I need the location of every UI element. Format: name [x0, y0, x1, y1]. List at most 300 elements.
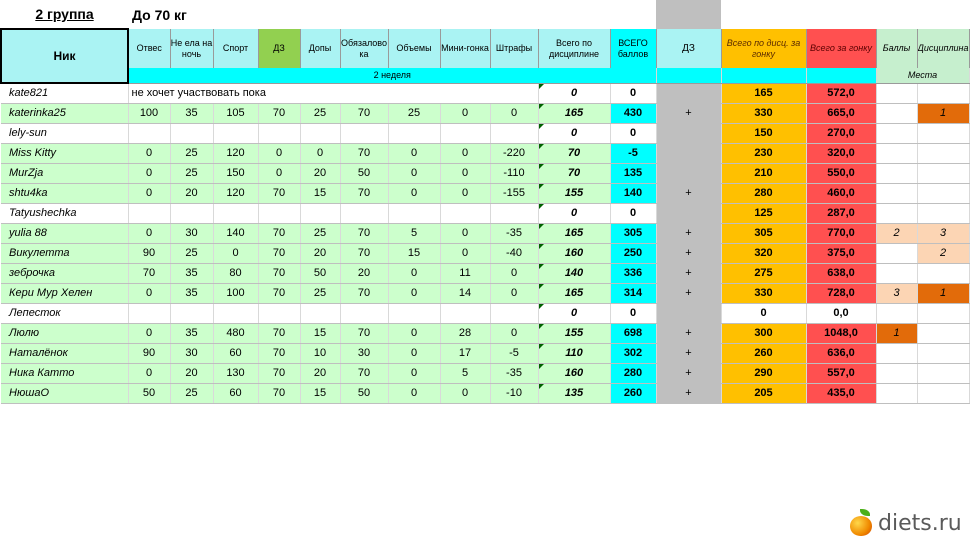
row-otves: 0: [128, 183, 170, 203]
row-disc-total: 0: [538, 83, 610, 103]
row-race-disc: 260: [721, 343, 806, 363]
row-otves: 90: [128, 343, 170, 363]
row-penalties: 0: [490, 323, 538, 343]
row-race-disc: 320: [721, 243, 806, 263]
row-obligatory: 70: [340, 103, 388, 123]
row-nick: НюшаО: [1, 383, 128, 403]
col-header-points: Баллы: [876, 29, 917, 68]
row-obligatory: 70: [340, 323, 388, 343]
row-race-total: 550,0: [806, 163, 876, 183]
row-dz-mark: +: [656, 223, 721, 243]
row-dz-mark: +: [656, 323, 721, 343]
row-nick: yulia 88: [1, 223, 128, 243]
row-sport: 105: [213, 103, 258, 123]
row-no-night: 30: [170, 343, 213, 363]
row-obligatory: 70: [340, 243, 388, 263]
header-row: [1, 29, 969, 68]
row-volumes: 0: [388, 183, 440, 203]
row-points-place: [876, 103, 917, 123]
row-mini-race: 0: [440, 143, 490, 163]
row-extras: 15: [300, 183, 340, 203]
row-sport: 120: [213, 143, 258, 163]
row-sport: 100: [213, 283, 258, 303]
col-header-dz: ДЗ: [258, 29, 300, 68]
row-extras: 0: [300, 143, 340, 163]
row-nick: lely-sun: [1, 123, 128, 143]
row-volumes: 0: [388, 143, 440, 163]
row-discipline-place: [917, 343, 969, 363]
row-disc-total: 0: [538, 203, 610, 223]
row-race-disc: 300: [721, 323, 806, 343]
row-extras: 20: [300, 243, 340, 263]
row-points-place: [876, 303, 917, 323]
row-disc-total: 70: [538, 143, 610, 163]
row-no-night: [170, 303, 213, 323]
col-header-no-night: Не ела на ночь: [170, 29, 213, 68]
row-sport: 140: [213, 223, 258, 243]
row-total-points: 250: [610, 243, 656, 263]
row-dz: 70: [258, 183, 300, 203]
row-dz-mark: +: [656, 283, 721, 303]
row-disc-total: 110: [538, 343, 610, 363]
row-dz: 70: [258, 243, 300, 263]
row-nick: katerinka25: [1, 103, 128, 123]
row-disc-total: 160: [538, 363, 610, 383]
row-dz-mark: [656, 203, 721, 223]
row-total-points: 0: [610, 123, 656, 143]
row-no-night: 30: [170, 223, 213, 243]
row-volumes: [388, 203, 440, 223]
row-race-total: 572,0: [806, 83, 876, 103]
col-header-race-disc: Всего по дисц. за гонку: [721, 29, 806, 68]
row-disc-total: 0: [538, 303, 610, 323]
row-nick: Лепесток: [1, 303, 128, 323]
table-row: [1, 223, 969, 243]
row-race-disc: 280: [721, 183, 806, 203]
row-total-points: 0: [610, 83, 656, 103]
row-race-disc: 330: [721, 103, 806, 123]
row-otves: 0: [128, 363, 170, 383]
row-dz-mark: +: [656, 343, 721, 363]
row-total-points: 280: [610, 363, 656, 383]
col-header-sport: Спорт: [213, 29, 258, 68]
row-discipline-place: 3: [917, 223, 969, 243]
row-race-disc: 275: [721, 263, 806, 283]
places-label: Места: [876, 68, 969, 83]
table-row: [1, 203, 969, 223]
row-dz: [258, 203, 300, 223]
row-disc-total: 165: [538, 103, 610, 123]
row-volumes: 15: [388, 243, 440, 263]
row-dz-mark: [656, 143, 721, 163]
row-obligatory: 50: [340, 383, 388, 403]
row-mini-race: [440, 303, 490, 323]
col-header-volumes: Объемы: [388, 29, 440, 68]
row-dz-mark: [656, 83, 721, 103]
row-disc-total: 155: [538, 183, 610, 203]
col-header-race-total: Всего за гонку: [806, 29, 876, 68]
row-points-place: [876, 183, 917, 203]
row-mini-race: [440, 203, 490, 223]
row-penalties: -40: [490, 243, 538, 263]
row-mini-race: [440, 123, 490, 143]
row-volumes: [388, 303, 440, 323]
row-discipline-place: [917, 143, 969, 163]
row-mini-race: 0: [440, 383, 490, 403]
row-race-total: 435,0: [806, 383, 876, 403]
row-otves: 0: [128, 323, 170, 343]
row-penalties: -220: [490, 143, 538, 163]
row-mini-race: 0: [440, 183, 490, 203]
row-points-place: 2: [876, 223, 917, 243]
table-row: [1, 243, 969, 263]
row-extras: [300, 303, 340, 323]
table-row: [1, 143, 969, 163]
row-penalties: [490, 203, 538, 223]
row-sport: [213, 203, 258, 223]
row-nick: Miss Kitty: [1, 143, 128, 163]
row-discipline-place: [917, 83, 969, 103]
weight-label: До 70 кг: [132, 6, 187, 23]
row-disc-total: 160: [538, 243, 610, 263]
row-no-night: 35: [170, 263, 213, 283]
row-race-disc: 290: [721, 363, 806, 383]
row-dz: 70: [258, 103, 300, 123]
top-row: [1, 0, 969, 29]
row-nick: kate821: [1, 83, 128, 103]
row-penalties: 0: [490, 263, 538, 283]
row-race-total: 770,0: [806, 223, 876, 243]
row-total-points: 305: [610, 223, 656, 243]
row-dz: 70: [258, 343, 300, 363]
row-race-total: 375,0: [806, 243, 876, 263]
row-volumes: 0: [388, 163, 440, 183]
row-dz: 70: [258, 383, 300, 403]
row-race-disc: 330: [721, 283, 806, 303]
row-penalties: -155: [490, 183, 538, 203]
row-total-points: 336: [610, 263, 656, 283]
row-extras: 10: [300, 343, 340, 363]
nick-header: Ник: [1, 29, 128, 83]
row-extras: 25: [300, 223, 340, 243]
row-points-place: [876, 123, 917, 143]
row-points-place: [876, 343, 917, 363]
row-sport: [213, 123, 258, 143]
row-extras: 20: [300, 363, 340, 383]
row-race-disc: 150: [721, 123, 806, 143]
row-mini-race: 5: [440, 363, 490, 383]
table-row: [1, 263, 969, 283]
row-sport: 130: [213, 363, 258, 383]
row-dz-mark: +: [656, 243, 721, 263]
row-race-disc: 205: [721, 383, 806, 403]
row-race-total: 728,0: [806, 283, 876, 303]
row-total-points: 302: [610, 343, 656, 363]
row-penalties: 0: [490, 283, 538, 303]
row-total-points: 0: [610, 203, 656, 223]
row-points-place: [876, 243, 917, 263]
row-note: не хочет участвовать пока: [128, 83, 538, 103]
row-obligatory: [340, 123, 388, 143]
row-dz-mark: +: [656, 103, 721, 123]
row-sport: 0: [213, 243, 258, 263]
row-volumes: 25: [388, 103, 440, 123]
row-obligatory: [340, 303, 388, 323]
row-otves: 70: [128, 263, 170, 283]
row-disc-total: 0: [538, 123, 610, 143]
row-dz: 70: [258, 223, 300, 243]
row-discipline-place: [917, 303, 969, 323]
row-penalties: -35: [490, 363, 538, 383]
row-discipline-place: [917, 123, 969, 143]
week-label: 2 неделя: [128, 68, 656, 83]
row-sport: 480: [213, 323, 258, 343]
row-points-place: [876, 163, 917, 183]
row-penalties: [490, 123, 538, 143]
row-dz: 0: [258, 143, 300, 163]
row-dz: 70: [258, 263, 300, 283]
row-volumes: 0: [388, 383, 440, 403]
row-race-total: 665,0: [806, 103, 876, 123]
row-sport: [213, 303, 258, 323]
row-no-night: [170, 203, 213, 223]
apple-icon: [848, 509, 874, 537]
row-obligatory: 30: [340, 343, 388, 363]
row-race-total: 270,0: [806, 123, 876, 143]
col-header-total-points: ВСЕГО баллов: [610, 29, 656, 68]
row-no-night: 35: [170, 323, 213, 343]
row-total-points: 314: [610, 283, 656, 303]
row-race-disc: 165: [721, 83, 806, 103]
row-penalties: -10: [490, 383, 538, 403]
row-total-points: 430: [610, 103, 656, 123]
table-row: [1, 163, 969, 183]
row-mini-race: 0: [440, 223, 490, 243]
row-otves: 100: [128, 103, 170, 123]
row-discipline-place: [917, 363, 969, 383]
row-no-night: 20: [170, 363, 213, 383]
row-mini-race: 14: [440, 283, 490, 303]
row-total-points: 698: [610, 323, 656, 343]
row-dz: [258, 123, 300, 143]
row-points-place: 1: [876, 323, 917, 343]
row-penalties: -5: [490, 343, 538, 363]
row-mini-race: 11: [440, 263, 490, 283]
row-nick: MurZja: [1, 163, 128, 183]
row-race-total: 638,0: [806, 263, 876, 283]
row-discipline-place: [917, 203, 969, 223]
row-sport: 120: [213, 183, 258, 203]
row-points-place: [876, 83, 917, 103]
col-header-mini-race: Мини-гонка: [440, 29, 490, 68]
row-discipline-place: [917, 323, 969, 343]
row-otves: 0: [128, 163, 170, 183]
row-obligatory: 70: [340, 183, 388, 203]
table-row: [1, 303, 969, 323]
row-extras: 20: [300, 163, 340, 183]
row-volumes: 0: [388, 363, 440, 383]
row-discipline-place: [917, 383, 969, 403]
row-points-place: [876, 263, 917, 283]
row-race-total: 557,0: [806, 363, 876, 383]
row-no-night: [170, 123, 213, 143]
row-dz: 0: [258, 163, 300, 183]
row-dz-mark: [656, 163, 721, 183]
table-row: [1, 363, 969, 383]
row-points-place: [876, 363, 917, 383]
row-extras: [300, 203, 340, 223]
row-dz: 70: [258, 363, 300, 383]
row-extras: [300, 123, 340, 143]
row-points-place: 3: [876, 283, 917, 303]
row-race-disc: 305: [721, 223, 806, 243]
row-obligatory: 20: [340, 263, 388, 283]
row-sport: 80: [213, 263, 258, 283]
table-row: [1, 103, 969, 123]
row-no-night: 35: [170, 103, 213, 123]
row-total-points: 0: [610, 303, 656, 323]
row-sport: 60: [213, 343, 258, 363]
row-no-night: 25: [170, 143, 213, 163]
row-discipline-place: [917, 163, 969, 183]
row-race-total: 320,0: [806, 143, 876, 163]
row-points-place: [876, 203, 917, 223]
col-header-dz-mark: ДЗ: [656, 29, 721, 68]
row-mini-race: 28: [440, 323, 490, 343]
row-no-night: 25: [170, 163, 213, 183]
row-volumes: 5: [388, 223, 440, 243]
row-race-total: 287,0: [806, 203, 876, 223]
row-nick: Кери Мур Хелен: [1, 283, 128, 303]
row-mini-race: 0: [440, 163, 490, 183]
row-discipline-place: 2: [917, 243, 969, 263]
row-total-points: 260: [610, 383, 656, 403]
row-discipline-place: [917, 263, 969, 283]
row-dz-mark: +: [656, 263, 721, 283]
row-dz: [258, 303, 300, 323]
row-mini-race: 0: [440, 243, 490, 263]
col-header-extras: Допы: [300, 29, 340, 68]
row-points-place: [876, 143, 917, 163]
row-nick: Ника Катто: [1, 363, 128, 383]
row-disc-total: 155: [538, 323, 610, 343]
row-obligatory: 70: [340, 283, 388, 303]
row-sport: 150: [213, 163, 258, 183]
row-race-disc: 230: [721, 143, 806, 163]
row-nick: Наталёнок: [1, 343, 128, 363]
row-no-night: 25: [170, 383, 213, 403]
row-no-night: 35: [170, 283, 213, 303]
row-extras: 50: [300, 263, 340, 283]
diets-logo: [848, 505, 962, 541]
row-disc-total: 165: [538, 223, 610, 243]
row-discipline-place: 1: [917, 103, 969, 123]
row-volumes: 0: [388, 343, 440, 363]
row-dz: 70: [258, 283, 300, 303]
row-mini-race: 0: [440, 103, 490, 123]
row-discipline-place: [917, 183, 969, 203]
row-disc-total: 140: [538, 263, 610, 283]
row-dz-mark: [656, 123, 721, 143]
table-row: [1, 283, 969, 303]
row-volumes: [388, 123, 440, 143]
table-row: [1, 383, 969, 403]
table-row: [1, 323, 969, 343]
row-race-disc: 0: [721, 303, 806, 323]
row-penalties: 0: [490, 103, 538, 123]
row-mini-race: 17: [440, 343, 490, 363]
row-dz-mark: +: [656, 383, 721, 403]
row-penalties: [490, 303, 538, 323]
row-obligatory: 70: [340, 143, 388, 163]
row-nick: зеброчка: [1, 263, 128, 283]
row-nick: Люлю: [1, 323, 128, 343]
row-disc-total: 135: [538, 383, 610, 403]
row-otves: 0: [128, 223, 170, 243]
row-extras: 25: [300, 283, 340, 303]
row-nick: Tatyushechka: [1, 203, 128, 223]
row-race-total: 636,0: [806, 343, 876, 363]
row-otves: [128, 203, 170, 223]
col-header-obligatory: Обязалово ка: [340, 29, 388, 68]
col-header-disc-total: Всего по дисциплине: [538, 29, 610, 68]
row-otves: [128, 303, 170, 323]
row-race-disc: 210: [721, 163, 806, 183]
row-discipline-place: 1: [917, 283, 969, 303]
row-total-points: 140: [610, 183, 656, 203]
row-points-place: [876, 383, 917, 403]
col-header-penalties: Штрафы: [490, 29, 538, 68]
row-volumes: 0: [388, 283, 440, 303]
row-otves: 0: [128, 143, 170, 163]
table-row: [1, 123, 969, 143]
row-otves: 0: [128, 283, 170, 303]
row-dz-mark: +: [656, 363, 721, 383]
col-header-discipline: Дисциплина: [917, 29, 969, 68]
week-row: [1, 68, 969, 83]
row-race-total: 1048,0: [806, 323, 876, 343]
row-race-total: 0,0: [806, 303, 876, 323]
row-extras: 15: [300, 383, 340, 403]
row-extras: 25: [300, 103, 340, 123]
row-race-total: 460,0: [806, 183, 876, 203]
row-obligatory: 70: [340, 223, 388, 243]
row-obligatory: 70: [340, 363, 388, 383]
row-disc-total: 70: [538, 163, 610, 183]
row-obligatory: [340, 203, 388, 223]
row-nick: Викулетта: [1, 243, 128, 263]
row-total-points: 135: [610, 163, 656, 183]
row-volumes: 0: [388, 323, 440, 343]
row-no-night: 20: [170, 183, 213, 203]
row-penalties: -35: [490, 223, 538, 243]
watermark-text: diets.ru: [878, 510, 962, 536]
row-volumes: 0: [388, 263, 440, 283]
table-row: [1, 83, 969, 103]
row-total-points: -5: [610, 143, 656, 163]
row-otves: 90: [128, 243, 170, 263]
row-dz: 70: [258, 323, 300, 343]
table-row: [1, 183, 969, 203]
group-label: 2 группа: [35, 6, 94, 22]
row-race-disc: 125: [721, 203, 806, 223]
row-no-night: 25: [170, 243, 213, 263]
row-dz-mark: [656, 303, 721, 323]
row-extras: 15: [300, 323, 340, 343]
row-otves: 50: [128, 383, 170, 403]
row-nick: shtu4ka: [1, 183, 128, 203]
row-otves: [128, 123, 170, 143]
